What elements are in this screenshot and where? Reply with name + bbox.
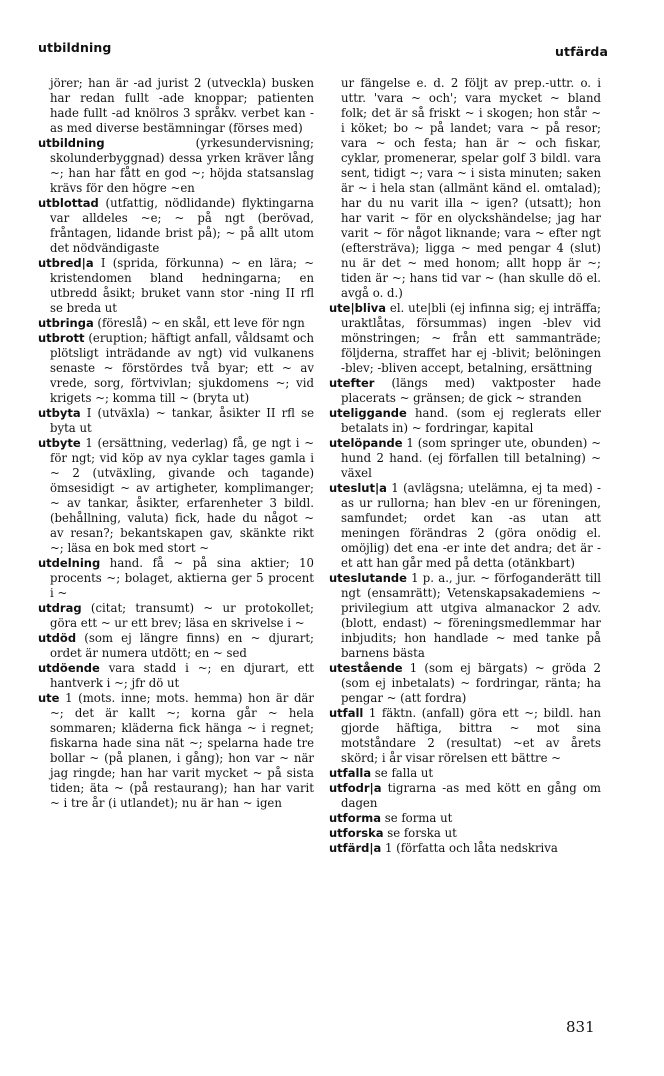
headword: ute|bliva: [329, 301, 387, 315]
headword: utbyta: [38, 406, 81, 420]
dictionary-entry: [329, 76, 601, 301]
dictionary-entry: [329, 376, 601, 406]
running-head-first-word: utbildning: [38, 40, 112, 55]
headword: utblottad: [38, 196, 99, 210]
entry-definition: 1 (ersättning, vederlag) få, ge ngt i ~ för ngt; vid köp av nya cyklar tages gamla i ~ 2 (utväxling, givande och tagande) ömsesidigt ~ av artigheter, komplimanger; ~ av tankar, åsikter, erfarenheter 3 bildl. (behållning, valuta) fick, hade du något ~ av resan?; bekantskapen gav, skänkte rikt ~; läsa en bok med stort ~: [50, 436, 314, 555]
headword: utdöende: [38, 661, 100, 675]
entry-definition: (eruption; häftigt anfall, våldsamt och plötsligt inträdande av ngt) vid vulkanens senaste ~ förstördes två byar; ett ~ av vrede, sorg, förtvivlan; sjukdomens ~; vid krigets ~; komma till ~ (bryta ut): [50, 331, 314, 405]
entry-definition: hand. få ~ på sina aktier; 10 procents ~; bolaget, aktierna ger 5 procent i ~: [50, 556, 314, 600]
dictionary-entry: [329, 826, 601, 841]
dictionary-entry: [329, 781, 601, 811]
headword: utfalla: [329, 766, 372, 780]
entry-definition: 1 (som ej bärgats) ~ gröda 2 (som ej inbetalats) ~ fordringar, ränta; ha pengar ~ (att fordra): [341, 661, 601, 705]
headword: utbyte: [38, 436, 81, 450]
headword: utforma: [329, 811, 382, 825]
headword: utbildning: [38, 136, 105, 150]
dictionary-entry: [38, 691, 314, 811]
entry-definition: se forma ut: [381, 811, 453, 825]
dictionary-entry: [329, 436, 601, 481]
entry-definition: (citat; transumt) ~ ur protokollet; göra ett ~ ur ett brev; läsa en skrivelse i ~: [50, 601, 314, 630]
dictionary-entry: [38, 556, 314, 601]
running-head-last-word: utfärda: [555, 44, 608, 59]
entry-definition: (som ej längre finns) en ~ djurart; ordet är numera utdött; en ~ sed: [50, 631, 314, 660]
entry-definition: vara stadd i ~; en djurart, ett hantverk i ~; jfr dö ut: [50, 661, 314, 690]
dictionary-entry: [38, 256, 314, 316]
entry-definition: jörer; han är -ad jurist 2 (utveckla) busken har redan fullt -ade knoppar; patienten hade fullt -ad knölros 3 språkv. verbet kan -as med diverse bestämningar (förses med): [50, 76, 314, 135]
entry-definition: tigrarna -as med kött en gång om dagen: [341, 781, 601, 810]
dictionary-entry: [38, 316, 314, 331]
headword: uteslut|a: [329, 481, 387, 495]
entry-definition: (utfattig, nödlidande) flyktingarna var alldeles ~e; ~ på ngt (berövad, fråntagen, lidande brist på); ~ på allt utom det nödvändigaste: [50, 196, 314, 255]
entry-definition: 1 (författa och låta nedskriva: [381, 841, 558, 855]
dictionary-entry: [329, 811, 601, 826]
dictionary-entry: [329, 481, 601, 571]
entry-definition: 1 fäktn. (anfall) göra ett ~; bildl. han gjorde häftiga, bittra ~ mot sina motståndare 2 (resultat) ~et av årets skörd; i år visar rörelsen ett bättre ~: [341, 706, 601, 765]
dictionary-entry: [329, 301, 601, 376]
entry-definition: 1 (mots. inne; mots. hemma) hon är där ~; det är kallt ~; korna går ~ hela sommaren; kläderna fick hänga ~ i regnet; fiskarna hade sina nät ~; spelarna hade tre bollar ~ (på planen, i gång); hon var ~ när jag ringde; han har varit mycket ~ på sista tiden; äta ~ (på restaurang); han har varit ~ i tre år (i utlandet); nu är han ~ igen: [50, 691, 314, 810]
entry-definition: 1 p. a., jur. ~ förfoganderätt till ngt (ensamrätt); Vetenskapsakademiens ~ privilegium att utgiva almanackor 2 adv. (blott, endast) ~ föreningsmedlemmar har inbjudits; hon handlade ~ med tanke på barnens bästa: [341, 571, 601, 660]
page-number: 831: [566, 1018, 595, 1036]
dictionary-column-left: [38, 76, 314, 811]
entry-definition: el. ute|bli (ej infinna sig; ej inträffa; uraktlåtas, försummas) ingen -blev vid mönstringen; ~ från ett sammanträde; följderna, straffet har ej -blivit; belöningen -blev; -bliven accept, betalning, ersättning: [341, 301, 601, 375]
dictionary-entry: [38, 661, 314, 691]
headword: ute: [38, 691, 60, 705]
headword: utestående: [329, 661, 403, 675]
dictionary-entry: [329, 661, 601, 706]
headword: utforska: [329, 826, 384, 840]
headword: utbringa: [38, 316, 94, 330]
dictionary-column-right: [329, 76, 601, 856]
dictionary-entry: [38, 196, 314, 256]
dictionary-entry: [38, 136, 314, 196]
entry-definition: 1 (som springer ute, obunden) ~ hund 2 hand. (ej förfallen till betalning) ~ växel: [341, 436, 601, 480]
headword: utelöpande: [329, 436, 403, 450]
headword: utfärd|a: [329, 841, 382, 855]
entry-definition: ur fängelse e. d. 2 följt av prep.-uttr. o. i uttr. 'vara ~ och'; vara mycket ~ bland folk; det är så friskt ~ i skogen; hon står ~ i köket; bo ~ på landet; vara ~ på resor; vara ~ och festa; han är ~ och fiskar, cyklar, promenerar, spelar golf 3 bildl. vara sent, tidigt ~; vara ~ i sista minuten; saken är ~ i hela stan (allmänt känd el. omtalad); har du nu varit illa ~ igen? (utsatt); hon har varit ~ för en olyckshändelse; jag har varit ~ för något liknande; vara ~ efter ngt (eftersträva); ligga ~ med pengar 4 (slut) nu är det ~ med honom; allt hopp är ~; tiden är ~; hans tid var ~ (han skulle dö el. avgå o. d.): [341, 76, 601, 300]
headword: utefter: [329, 376, 375, 390]
dictionary-entry: [329, 571, 601, 661]
entry-definition: 1 (avlägsna; utelämna, ej ta med) -as ur rullorna; han blev -en ur föreningen, samfundet; ordet kan -as utan att meningen förändras 2 (göra onödig el. omöjlig) det ena -er inte det andra; det är -et att han går med på detta (otänkbart): [341, 481, 601, 570]
dictionary-entry: [38, 601, 314, 631]
entry-definition: (föreslå) ~ en skål, ett leve för ngn: [93, 316, 305, 330]
headword: uteliggande: [329, 406, 407, 420]
entry-definition: (längs med) vaktposter hade placerats ~ gränsen; de gick ~ stranden: [341, 376, 601, 405]
dictionary-entry: [329, 766, 601, 781]
headword: utdelning: [38, 556, 101, 570]
entry-definition: (yrkesundervisning; skolunderbyggnad) dessa yrken kräver lång ~; han har fått en god ~; höjda statsanslag krävs för den högre ~en: [50, 136, 314, 195]
headword: utbrott: [38, 331, 85, 345]
dictionary-entry: [329, 406, 601, 436]
headword: uteslutande: [329, 571, 407, 585]
dictionary-entry: [38, 406, 314, 436]
entry-definition: I (sprida, förkunna) ~ en lära; ~ kristendomen bland hedningarna; en utbredd åsikt; bruket vann stor -ning II rfl se breda ut: [50, 256, 314, 315]
dictionary-entry: [38, 331, 314, 406]
headword: utfall: [329, 706, 364, 720]
headword: utbred|a: [38, 256, 94, 270]
dictionary-entry: [329, 706, 601, 766]
headword: utfodr|a: [329, 781, 382, 795]
headword: utdrag: [38, 601, 82, 615]
entry-definition: I (utväxla) ~ tankar, åsikter II rfl se byta ut: [50, 406, 314, 435]
entry-definition: hand. (som ej reglerats eller betalats in) ~ fordringar, kapital: [341, 406, 601, 435]
headword: utdöd: [38, 631, 77, 645]
dictionary-entry: [38, 436, 314, 556]
dictionary-entry: [38, 631, 314, 661]
entry-definition: se forska ut: [383, 826, 457, 840]
dictionary-entry: [38, 76, 314, 136]
dictionary-entry: [329, 841, 601, 856]
entry-definition: se falla ut: [371, 766, 434, 780]
